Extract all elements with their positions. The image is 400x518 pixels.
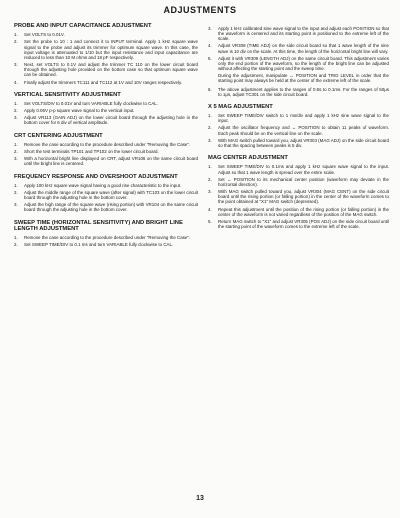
step-text: Set ↔ POSITION to its mechanical center position (waveform may deviate in the horizontal direction).	[218, 176, 389, 187]
paragraph: During the adjustment, manipulate ↔ POSITION and TRIG LEVEL in order that the starting point may always be held at the center of the extreme left of the scale.	[218, 73, 389, 84]
list-item	[208, 177, 389, 187]
list-item	[208, 113, 389, 123]
step-list	[208, 26, 389, 71]
step-number: 3.	[14, 115, 18, 121]
step-list	[14, 235, 198, 247]
sweep-time-continued-section	[208, 26, 389, 97]
section-heading: SWEEP TIME (HORIZONTAL SENSITIVITY) AND BRIGHT LINE LENGTH ADJUSTMENT	[14, 219, 183, 232]
step-list	[14, 101, 198, 126]
step-text: Adjust it with VR309 (LENGTH ADJ) on the same circuit board. This adjustment varies only the end portion of the waveform, so the length of the bright line can be adjusted without affecting the starting point and the sweep time.	[218, 55, 389, 72]
step-text: Adjust VR113 (GAIN ADJ) on the lower circuit board through the adjusting hole in the bottom cover for 6 div of vertical amplitude.	[24, 115, 198, 126]
list-item	[14, 242, 198, 247]
step-number: 3.	[14, 156, 18, 162]
list-item	[14, 156, 198, 166]
step-number: 1.	[14, 182, 18, 188]
step-number: 2.	[208, 176, 212, 182]
step-text: Next, set VOLTS to 0.1V and adjust the trimmer TC 110 on the lower circuit board through the adjusting hole provided on the bottom case so that optimum square wave can be obtained.	[24, 62, 198, 78]
step-text: Repeat this adjustment until the position of the rising portion (or falling portion) in the center of the waveform is not varied regardless of the position of the MAG switch.	[218, 206, 389, 217]
crt-centering-section	[14, 133, 198, 167]
step-number: 1.	[14, 32, 18, 38]
step-number: 3.	[14, 202, 18, 208]
step-number: 4.	[208, 43, 212, 49]
list-item	[208, 138, 389, 148]
section-heading: MAG CENTER ADJUSTMENT	[208, 155, 288, 162]
step-text: Finally adjust the trimmers TC111 and TC112 at 1V and 10V ranges respectively.	[24, 79, 183, 85]
step-list	[14, 183, 198, 213]
step-number: 1.	[14, 235, 18, 241]
step-text: Adjust the oscillator frequency and ↔ POSITION to obtain 11 peaks of waveform. Each peak should be on the vertical line on the scale.	[218, 125, 389, 136]
step-list	[14, 142, 198, 167]
step-text: Return MAG switch to "X1" and adjust VR305 (POS ADJ) on the side circuit board until the starting point of the waveform comes to the extreme left of the scale.	[218, 218, 389, 229]
list-item	[14, 149, 198, 154]
step-text: Apply 1 kHz calibrated sine wave signal to the input and adjust each POSITION so that the waveform is centered and its starting point is positioned to the extreme left of the scale.	[218, 26, 389, 42]
list-item	[14, 235, 198, 240]
step-number: 3.	[208, 26, 212, 31]
vertical-sensitivity-section	[14, 92, 198, 126]
step-text: Set the probe to 10 : 1 and connect it to INPUT terminal. Apply 1 kHz square wave signal to the probe and adjust its trimmer for optimum square wave. In this case, the input voltage is attenuated to 1/10 but the input resistance and input capacitance are reduced to less than 10 M ohms and 18 pF respectively.	[24, 39, 198, 60]
step-number: 3.	[14, 62, 18, 68]
step-number: 2.	[14, 108, 18, 114]
step-text: With a horizontal bright line displayed on CRT, adjust VR106 on the same circuit board until the bright line is centered.	[24, 156, 198, 167]
list-item	[14, 183, 198, 188]
step-number: 1.	[14, 101, 18, 106]
mag-center-section	[208, 155, 389, 229]
list-item	[208, 43, 389, 53]
section-heading: PROBE AND INPUT CAPACITANCE ADJUSTMENT	[14, 23, 152, 29]
step-list	[208, 87, 389, 97]
list-item	[14, 190, 198, 200]
list-item	[208, 125, 389, 135]
step-number: 2.	[14, 190, 18, 195]
step-number: 1.	[208, 113, 212, 119]
step-text: Set SWEEP TIME/DIV to 0.1ms and apply 1 kHz square wave signal to the input. Adjust so that 1 wave length is spread over the entire scale.	[218, 164, 389, 175]
list-item	[14, 80, 198, 85]
x5-mag-section	[208, 104, 389, 148]
step-number: 5.	[208, 218, 212, 224]
step-list	[14, 32, 198, 84]
step-number: 2.	[208, 125, 212, 131]
step-number: 4.	[208, 206, 212, 212]
step-text: Apply 0.06V p-p square wave signal to the vertical input.	[24, 108, 135, 114]
step-number: 1.	[14, 141, 18, 147]
step-text: Short the test terminals TP101 and TP102 on the lower circuit board.	[24, 149, 159, 155]
section-heading: CRT CENTERING ADJUSTMENT	[14, 132, 103, 139]
step-number: 3.	[208, 189, 212, 195]
list-item	[14, 32, 198, 37]
step-number: 6.	[208, 86, 212, 92]
step-text: Set SWEEP TIME/DIV switch to 1 ms/div and apply 1 kHz sine wave signal to the input.	[218, 113, 389, 124]
list-item	[208, 207, 389, 217]
step-text: With MAG switch pulled toward you, adjust VR304 (MAG CENT) on the side circuit board until the rising portion (or falling portion) in the center of the waveform comes to the point obtained at "X1" MAG switch (depressed).	[218, 189, 389, 205]
list-item	[14, 101, 198, 106]
step-list	[208, 113, 389, 148]
step-text: Apply 100 kHz square wave signal having a good rise characteristic to the input.	[24, 182, 182, 188]
list-item	[14, 39, 198, 60]
page-title: ADJUSTMENTS	[163, 5, 237, 15]
sweep-time-section	[14, 220, 198, 248]
step-text: Adjust the high range of the square wave (rising portion) with VR104 on the same circuit board through the adjusting hole in the bottom cover.	[24, 202, 198, 213]
section-heading: FREQUENCY RESPONSE AND OVERSHOOT ADJUSTMENT	[14, 173, 178, 180]
frequency-response-section	[14, 174, 198, 213]
section-heading: X 5 MAG ADJUSTMENT	[208, 103, 273, 110]
list-item	[208, 164, 389, 174]
step-number: 2.	[14, 149, 18, 155]
left-column	[14, 23, 198, 255]
step-number: 5.	[208, 55, 212, 61]
step-number: 4.	[14, 79, 18, 85]
step-text: Set VOLTS/DIV to 0.01V and turn VARIABLE fully clockwise to CAL.	[24, 101, 159, 106]
page-number: 13	[196, 495, 204, 502]
list-item	[14, 115, 198, 125]
list-item	[14, 108, 198, 113]
step-text: Set VOLTS to 0.01V.	[24, 32, 65, 38]
step-text: Remove the case according to the procedure described under "Removing the Case".	[24, 235, 191, 241]
step-number: 2.	[14, 39, 18, 45]
right-column	[208, 23, 389, 236]
step-text: With MAG switch pulled toward you, adjust VR303 (MAG ADJ) on the side circuit board so that the spacing between peaks is 5 div.	[218, 137, 389, 148]
list-item	[14, 142, 198, 147]
list-item	[208, 56, 389, 71]
list-item	[208, 26, 389, 41]
list-item	[208, 189, 389, 204]
list-item	[208, 87, 389, 97]
step-number: 1.	[208, 164, 212, 170]
step-text: Adjust VR308 (TIME ADJ) on the side circuit board so that 1 wave length of the sine wave is 10 div on the scale. At this time, the length of the horizontal bright line will vary.	[218, 43, 389, 54]
step-text: Remove the case according to the procedure described under "Removing the Case".	[24, 141, 191, 147]
step-number: 3.	[208, 137, 212, 143]
list-item	[14, 202, 198, 212]
step-list	[208, 164, 389, 229]
section-heading: VERTICAL SENSITIVITY ADJUSTMENT	[14, 91, 121, 98]
list-item	[208, 219, 389, 229]
step-text: Adjust the middle range of the square wave (after signal) with TC103 on the lower circuit board through the adjusting hole in the bottom cover.	[24, 190, 198, 201]
step-text: The above adjustment applies to the ranges of 0.5s to 0.1ms. For the ranges of 50μs to 1μs, adjust TC301 on the side circuit board.	[218, 86, 389, 97]
list-item	[14, 62, 198, 77]
probe-capacitance-section	[14, 23, 198, 85]
step-number: 2.	[14, 242, 18, 248]
step-text: Set SWEEP TIME/DIV to 0.1 ms and turn VARIABLE fully clockwise to CAL.	[24, 242, 174, 248]
